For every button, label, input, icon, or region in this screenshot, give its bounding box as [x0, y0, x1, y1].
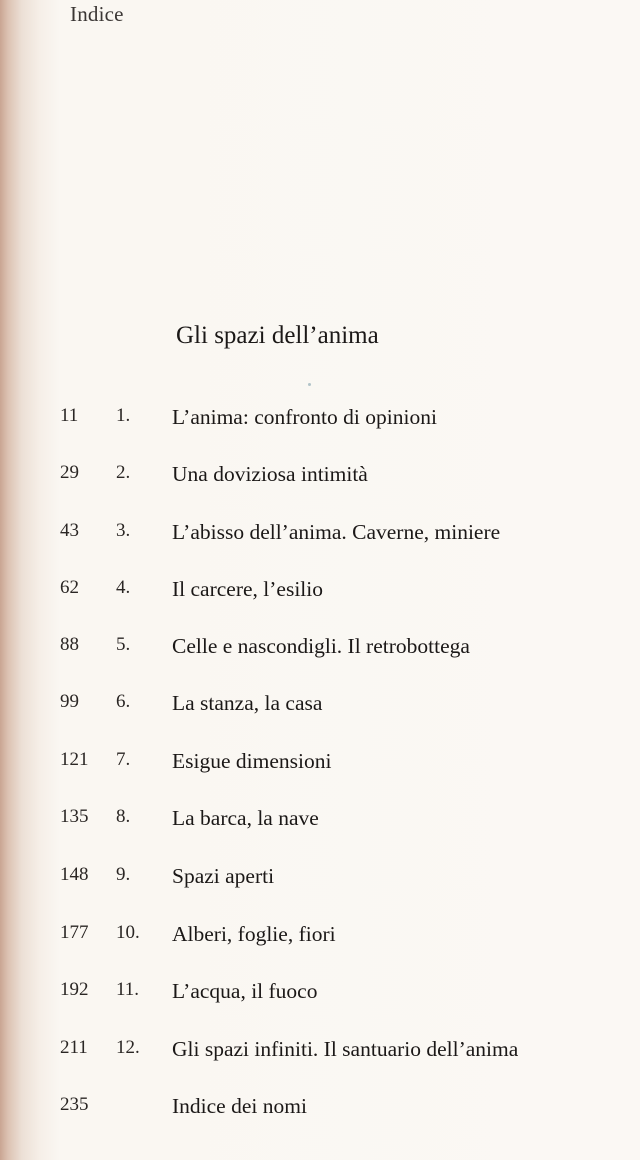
toc-page-number: 177	[60, 922, 89, 943]
toc-chapter-number: 12.	[116, 1037, 140, 1058]
toc-chapter-title: Gli spazi infiniti. Il santuario dell’anima	[172, 1037, 519, 1061]
toc-chapter-title: Spazi aperti	[172, 864, 275, 888]
toc-chapter-title: L’abisso dell’anima. Caverne, miniere	[172, 520, 501, 544]
toc-chapter-title: Una doviziosa intimità	[172, 462, 368, 486]
toc-entry	[0, 462, 640, 492]
section-title: Gli spazi dell’anima	[176, 322, 379, 349]
toc-chapter-title: L’acqua, il fuoco	[172, 979, 318, 1003]
toc-page-number: 62	[60, 577, 79, 598]
toc-entry-index	[0, 1094, 640, 1124]
toc-chapter-title: La stanza, la casa	[172, 691, 323, 715]
toc-chapter-number: 6.	[116, 691, 131, 712]
toc-page-number: 192	[60, 979, 89, 1000]
toc-entry	[0, 922, 640, 952]
toc-entry	[0, 405, 640, 435]
toc-chapter-title: Celle e nascondigli. Il retrobottega	[172, 634, 470, 658]
toc-page-number: 135	[60, 806, 89, 827]
toc-page-number: 211	[60, 1037, 88, 1058]
toc-chapter-number: 3.	[116, 520, 131, 541]
toc-chapter-number: 5.	[116, 634, 131, 655]
paper-speck	[308, 383, 311, 386]
toc-chapter-title: La barca, la nave	[172, 806, 319, 830]
toc-page-number: 121	[60, 749, 89, 770]
toc-chapter-number: 9.	[116, 864, 131, 885]
toc-entry	[0, 577, 640, 607]
running-head: Indice	[70, 2, 124, 26]
toc-chapter-title: Indice dei nomi	[172, 1094, 307, 1118]
toc-entry	[0, 749, 640, 779]
toc-page-number: 99	[60, 691, 79, 712]
toc-page-number: 148	[60, 864, 89, 885]
toc-chapter-number: 7.	[116, 749, 131, 770]
toc-entry	[0, 806, 640, 836]
toc-chapter-number: 2.	[116, 462, 131, 483]
toc-page-number: 88	[60, 634, 79, 655]
toc-entry	[0, 520, 640, 550]
toc-entry	[0, 634, 640, 664]
toc-page-number: 43	[60, 520, 79, 541]
toc-page-number: 235	[60, 1094, 89, 1115]
toc-entry	[0, 691, 640, 721]
toc-chapter-number: 8.	[116, 806, 131, 827]
toc-chapter-title: Alberi, foglie, fiori	[172, 922, 336, 946]
toc-chapter-number: 4.	[116, 577, 131, 598]
toc-chapter-title: Esigue dimensioni	[172, 749, 332, 773]
toc-chapter-number: 1.	[116, 405, 131, 426]
toc-page-number: 29	[60, 462, 79, 483]
toc-entry	[0, 1037, 640, 1067]
toc-chapter-title: Il carcere, l’esilio	[172, 577, 324, 601]
toc-chapter-number: 10.	[116, 922, 140, 943]
toc-chapter-title: L’anima: confronto di opinioni	[172, 405, 437, 429]
toc-entry	[0, 979, 640, 1009]
toc-page-number: 11	[60, 405, 79, 426]
toc-entry	[0, 864, 640, 894]
toc-chapter-number: 11.	[116, 979, 140, 1000]
